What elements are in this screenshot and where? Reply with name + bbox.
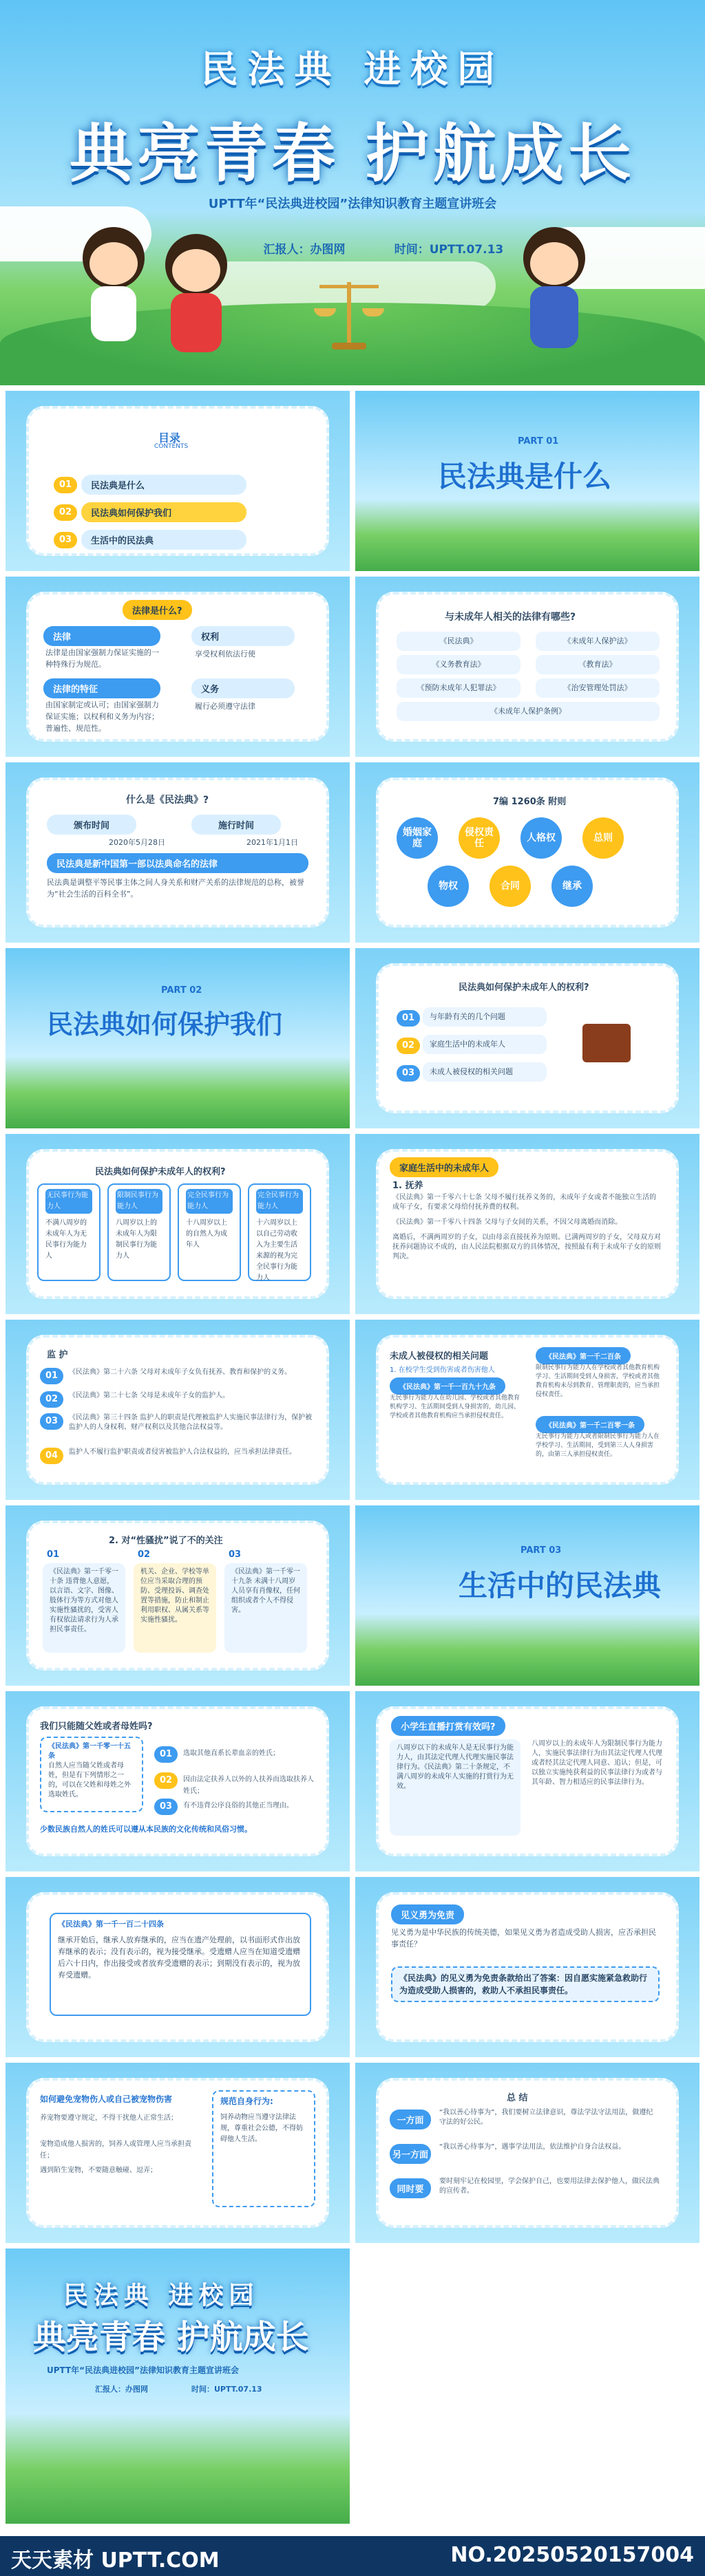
age-col-text: 十八周岁以上的自然人为成年人 <box>186 1219 227 1249</box>
features-text: 由国家制定或认可；由国家强制力保证实施；以权利和义务为内容；普遍性、规范性。 <box>45 700 159 733</box>
slide-inheritance <box>6 1877 350 2057</box>
samaritan-title: 见义勇为免责 <box>391 1904 464 1924</box>
law-item: 《义务教育法》 <box>397 655 520 674</box>
child-illustration <box>158 234 234 372</box>
age-col-head: 无民事行为能力人 <box>45 1189 92 1214</box>
summary-text: 要时刻牢记在校园里，学会保护自己，也要用法律去保护他人，做民法典的宣传者。 <box>439 2178 660 2195</box>
art-head: 《民法典》第一千一百九十九条 <box>390 1377 505 1395</box>
protect-item: 家庭生活中的未成年人 <box>423 1035 547 1054</box>
guardian-text: 《民法典》第三十四条 监护人的职责是代理被监护人实施民事法律行为，保护被监护人的人身权利、财产权利以及其他合法权益等。 <box>69 1414 313 1431</box>
cover-title: 典亮青春 护航成长 <box>69 117 636 191</box>
inherit-box <box>50 1913 311 2016</box>
family-tag: 家庭生活中的未成年人 <box>390 1157 498 1177</box>
pets-bullet: 遇到陌生宠物，不要随意触碰、逗弄； <box>40 2167 157 2174</box>
summary-title: 总 结 <box>507 2093 528 2103</box>
part-circle: 总则 <box>582 817 624 859</box>
age-col-head: 完全民事行为能力人 <box>256 1189 303 1214</box>
infringe-title: 未成人被侵权的相关问题 <box>390 1351 489 1362</box>
art-text: 限制民事行为能力人在学校或者其他教育机构学习、生活期间受到人身损害，学校或者其他教育机构未尽到教育、管理职责的，应当承担侵权责任。 <box>536 1364 660 1398</box>
end-event: UPTT年“民法典进校园”法律知识教育主题宣讲班会 <box>47 2365 239 2375</box>
art-text: 无民事行为能力人或者限制民事行为能力人在学校学习、生活期间，受到第三人人身损害的，由第三人承担侵权责任。 <box>536 1433 660 1458</box>
child-illustration <box>76 227 151 365</box>
slide-end <box>6 2248 350 2524</box>
part-title: 民法典如何保护我们 <box>47 1009 283 1040</box>
harass-num: 03 <box>229 1549 242 1560</box>
slide-guardian <box>6 1320 350 1500</box>
surname-law-text: 自然人应当随父姓或者母姓，但是有下列情形之一的，可以在父姓和母姓之外选取姓氏。 <box>48 1762 131 1799</box>
slide-toc <box>6 391 350 571</box>
toc-num: 02 <box>54 504 77 521</box>
surname-num: 01 <box>154 1746 178 1763</box>
surname-note: 少数民族自然人的姓氏可以遵从本民族的文化传统和风俗习惯。 <box>40 1825 252 1834</box>
age-title: 民法典如何保护未成年人的权利? <box>95 1167 226 1177</box>
part-circle: 侵权责任 <box>459 817 500 859</box>
law-item: 《民法典》 <box>397 632 520 651</box>
slide-good-samaritan <box>355 1877 699 2057</box>
toc-num: 01 <box>54 477 77 493</box>
slide-harassment <box>6 1505 350 1686</box>
surname-law-head: 《民法典》第一千零一十五条 <box>48 1743 131 1760</box>
slide-summary <box>355 2063 699 2243</box>
scales-of-justice-icon <box>314 275 383 351</box>
age-col-head: 限制民事行为能力人 <box>116 1189 162 1214</box>
features-label: 法律的特征 <box>43 678 160 698</box>
pets-bullet: 宠物造成他人损害的，饲养人或管理人应当承担责任； <box>40 2140 191 2160</box>
law-question: 法律是什么? <box>123 600 192 620</box>
surname-title: 我们只能随父姓或者母姓吗? <box>40 1721 153 1732</box>
part-circle: 人格权 <box>520 817 562 859</box>
cover-slide <box>0 0 705 385</box>
pub-label: 颁布时间 <box>47 815 136 835</box>
inherit-text: 继承开始后，继承人放弃继承的，应当在遗产处理前，以书面形式作出放弃继承的表示；没有表示的，视为接受继承。受遗赠人应当在知道受遗赠后六十日内，作出接受或者放弃受遗赠的表示；到期没有表示的，视为放弃受遗赠。 <box>58 1935 300 1979</box>
protect-title: 民法典如何保护未成年人的权利? <box>459 983 589 993</box>
footer-code: NO.20250520157004 <box>450 2543 694 2567</box>
pets-title: 如何避免宠物伤人或自己被宠物伤害 <box>40 2094 173 2104</box>
slide-protect-list <box>355 948 699 1128</box>
part-title: 生活中的民法典 <box>459 1569 662 1602</box>
family-section: 1. 抚养 <box>392 1181 423 1191</box>
eff-label: 施行时间 <box>191 815 281 835</box>
pets-side-title: 规范自身行为: <box>220 2096 273 2106</box>
family-text-2: 《民法典》第一千零八十四条 父母与子女间的关系，不因父母离婚而消除。 <box>392 1219 622 1226</box>
law-item: 《未成年人保护条例》 <box>397 702 660 721</box>
cover-subtitle: 民法典 进校园 <box>200 47 505 91</box>
part-title: 民法典是什么 <box>438 460 612 493</box>
pets-bullet: 养宠物要遵守规定，不得干扰他人正常生活； <box>40 2114 178 2122</box>
guardian-title: 监 护 <box>47 1350 68 1360</box>
protect-num: 03 <box>397 1065 420 1082</box>
art-text: 无民事行为能力人在幼儿园、学校或者其他教育机构学习、生活期间受到人身损害的，幼儿园、学校或者其他教育机构应当承担侵权责任。 <box>390 1395 520 1419</box>
end-time: 时间：UPTT.07.13 <box>191 2385 262 2394</box>
part-label: PART 03 <box>520 1545 562 1556</box>
family-text-1: 《民法典》第一千零六十七条 父母不履行抚养义务的，未成年子女或者不能独立生活的成年子女，有要求父母给付抚养费的权利。 <box>392 1194 657 1211</box>
slide-what-is-law <box>6 577 350 757</box>
tipping-left: 八周岁以下的未成年人是无民事行为能力人，由其法定代理人代理实施民事法律行为。《民法典》第二十条规定，不满八周岁的未成年人实施的打赏行为无效。 <box>390 1739 520 1836</box>
part-label: PART 01 <box>518 436 559 447</box>
harass-col: 《民法典》第一千零一十九条 未满十八周岁人员享有肖像权，任何组织或者个人不得侵害。 <box>224 1563 307 1653</box>
guardian-num: 04 <box>40 1448 63 1464</box>
slide-pets <box>6 2063 350 2243</box>
protect-num: 01 <box>397 1010 420 1027</box>
summary-label: 一方面 <box>390 2110 431 2129</box>
law-label: 法律 <box>43 626 160 646</box>
civil-title: 什么是《民法典》? <box>126 795 209 806</box>
toc-item-2[interactable]: 民法典如何保护我们 <box>81 502 246 522</box>
harass-num: 02 <box>138 1549 151 1560</box>
toc-item-1[interactable]: 民法典是什么 <box>81 475 246 495</box>
harass-col: 《民法典》第一千零一十条 违背他人意愿，以言语、文字、图像、肢体行为等方式对他人实施性骚扰的，受害人有权依法请求行为人承担民事责任。 <box>43 1563 125 1653</box>
age-col <box>107 1183 171 1281</box>
toc-subtitle: CONTENTS <box>154 443 189 450</box>
watermark-footer <box>0 2536 705 2576</box>
slide-live-tipping <box>355 1691 699 1871</box>
part-circle: 合同 <box>490 866 531 907</box>
guardian-text: 《民法典》第二十六条 父母对未成年子女负有抚养、教育和保护的义务。 <box>69 1368 292 1376</box>
surname-num: 02 <box>154 1772 178 1789</box>
slide-infringe <box>355 1320 699 1500</box>
slide-family <box>355 1134 699 1314</box>
part-circle: 继承 <box>551 866 593 907</box>
part-circle: 婚姻家庭 <box>397 817 438 859</box>
age-col-text: 十六周岁以上以自己劳动收入为主要生活来源的视为完全民事行为能力人 <box>256 1219 297 1282</box>
right-text: 享受权利依法行使 <box>195 650 255 658</box>
age-col-text: 不满八周岁的未成年人为无民事行为能力人 <box>45 1219 87 1260</box>
end-reporter: 汇报人：办图网 <box>95 2385 148 2394</box>
toc-item-3[interactable]: 生活中的民法典 <box>81 530 246 550</box>
duty-text: 履行必须遵守法律 <box>195 702 255 711</box>
slide-what-civil-code <box>6 762 350 943</box>
toc-title: 目录 <box>158 431 181 444</box>
law-item: 《教育法》 <box>536 655 660 674</box>
age-col <box>178 1183 241 1281</box>
summary-text: “我以善心待事为”，我们要树立法律意识，尊法学法守法用法，做遵纪守法的好公民。 <box>439 2109 653 2126</box>
end-title: 典亮青春 护航成长 <box>33 2318 309 2357</box>
slide-part2 <box>6 948 350 1128</box>
slide-age-cols <box>6 1134 350 1314</box>
related-title: 与未成年人相关的法律有哪些? <box>445 612 576 623</box>
civil-highlight: 民法典是新中国第一部以法典命名的法律 <box>47 853 308 873</box>
inherit-law: 《民法典》第一千一百二十四条 <box>58 1920 164 1929</box>
law-item: 《治安管理处罚法》 <box>536 678 660 698</box>
tipping-question: 小学生直播打赏有效吗? <box>391 1716 505 1736</box>
law-book-icon <box>582 1024 631 1062</box>
guardian-num: 02 <box>40 1391 63 1408</box>
slide-seven-parts <box>355 762 699 943</box>
footer-site: 天天素材 UPTT.COM <box>11 2548 220 2573</box>
slide-surname <box>6 1691 350 1871</box>
guardian-num: 03 <box>40 1413 63 1430</box>
pets-side-text: 饲养动物应当遵守法律法规，尊重社会公德，不得妨碍他人生活。 <box>220 2114 303 2143</box>
harass-num: 01 <box>47 1549 60 1560</box>
art-head: 《民法典》第一千二百条 <box>536 1347 631 1364</box>
summary-label: 另一方面 <box>390 2144 431 2164</box>
time: 时间：UPTT.07.13 <box>394 243 504 257</box>
samaritan-text: 见义勇为是中华民族的传统美德，如果见义勇为者造成受助人损害，应否承担民事责任？ <box>391 1928 656 1949</box>
slide-related-laws <box>355 577 699 757</box>
surname-item: 选取其他直系长辈血亲的姓氏； <box>183 1750 280 1757</box>
art-head: 《民法典》第一千二百零一条 <box>536 1416 644 1433</box>
right-label: 权利 <box>191 626 295 646</box>
reporter: 汇报人：办图网 <box>263 243 346 257</box>
civil-desc: 民法典是调整平等民事主体之间人身关系和财产关系的法律规范的总称，被誉为“社会生活的百科全书”。 <box>47 878 304 899</box>
law-text: 法律是由国家强制力保证实施的一种特殊行为规范。 <box>45 648 159 669</box>
eff-date: 2021年1月1日 <box>246 838 298 847</box>
age-col-head: 完全民事行为能力人 <box>186 1189 233 1214</box>
part-circle: 物权 <box>428 866 469 907</box>
child-illustration <box>509 227 599 372</box>
protect-num: 02 <box>397 1038 420 1054</box>
parts-title: 7编 1260条 附则 <box>493 797 567 807</box>
slide-part1 <box>355 391 699 571</box>
harass-title: 2. 对“性骚扰”说了不的关注 <box>109 1536 223 1546</box>
law-item: 《未成年人保护法》 <box>536 632 660 651</box>
part-label: PART 02 <box>161 985 202 996</box>
age-col <box>248 1183 311 1281</box>
surname-num: 03 <box>154 1799 178 1815</box>
law-item: 《预防未成年人犯罪法》 <box>397 678 520 698</box>
surname-law <box>40 1737 143 1812</box>
pets-side <box>212 2090 315 2207</box>
infringe-sub: 1. 在校学生受到伤害或者伤害他人 <box>390 1366 495 1374</box>
family-text-3: 离婚后，不满两周岁的子女，以由母亲直接抚养为原则。已满两周岁的子女，父母双方对抚养问题协议不成的，由人民法院根据双方的具体情况，按照最有利于未成年子女的原则判决。 <box>392 1234 661 1260</box>
surname-item: 有不违背公序良俗的其他正当理由。 <box>183 1802 293 1810</box>
guardian-text: 《民法典》第二十七条 父母是未成年子女的监护人。 <box>69 1392 230 1399</box>
event-name: UPTT年“民法典进校园”法律知识教育主题宣讲班会 <box>208 197 497 211</box>
slide-part3 <box>355 1505 699 1686</box>
end-subtitle: 民法典 进校园 <box>63 2282 260 2310</box>
tipping-right: 八周岁以上的未成年人为限制民事行为能力人，实施民事法律行为由其法定代理人代理或者经其法定代理人同意、追认；但是，可以独立实施纯获利益的民事法律行为或者与其年龄、智力相适应的民事法律行为。 <box>532 1740 662 1786</box>
age-col-text: 八周岁以上的未成年人为限制民事行为能力人 <box>116 1219 157 1260</box>
harass-col: 机关、企业、学校等单位应当采取合理的预防、受理投诉、调查处置等措施，防止和制止利用职权、从属关系等实施性骚扰。 <box>134 1563 216 1653</box>
protect-item: 未成人被侵权的相关问题 <box>423 1062 547 1082</box>
samaritan-quote: 《民法典》的见义勇为免责条款给出了答案：因自愿实施紧急救助行为造成受助人损害的，救助人不承担民事责任。 <box>391 1966 660 2002</box>
duty-label: 义务 <box>191 678 295 698</box>
toc-num: 03 <box>54 532 77 548</box>
protect-item: 与年龄有关的几个问题 <box>423 1007 547 1027</box>
summary-label: 同时要 <box>390 2178 431 2198</box>
surname-item: 因由法定扶养人以外的人扶养而选取扶养人姓氏； <box>183 1776 314 1795</box>
age-col <box>37 1183 101 1281</box>
pub-date: 2020年5月28日 <box>109 838 165 847</box>
guardian-text: 监护人不履行监护职责或者侵害被监护人合法权益的，应当承担法律责任。 <box>69 1448 296 1456</box>
guardian-num: 01 <box>40 1368 63 1384</box>
summary-text: “我以善心待事为”，遇事学法用法，依法维护自身合法权益。 <box>439 2143 626 2151</box>
